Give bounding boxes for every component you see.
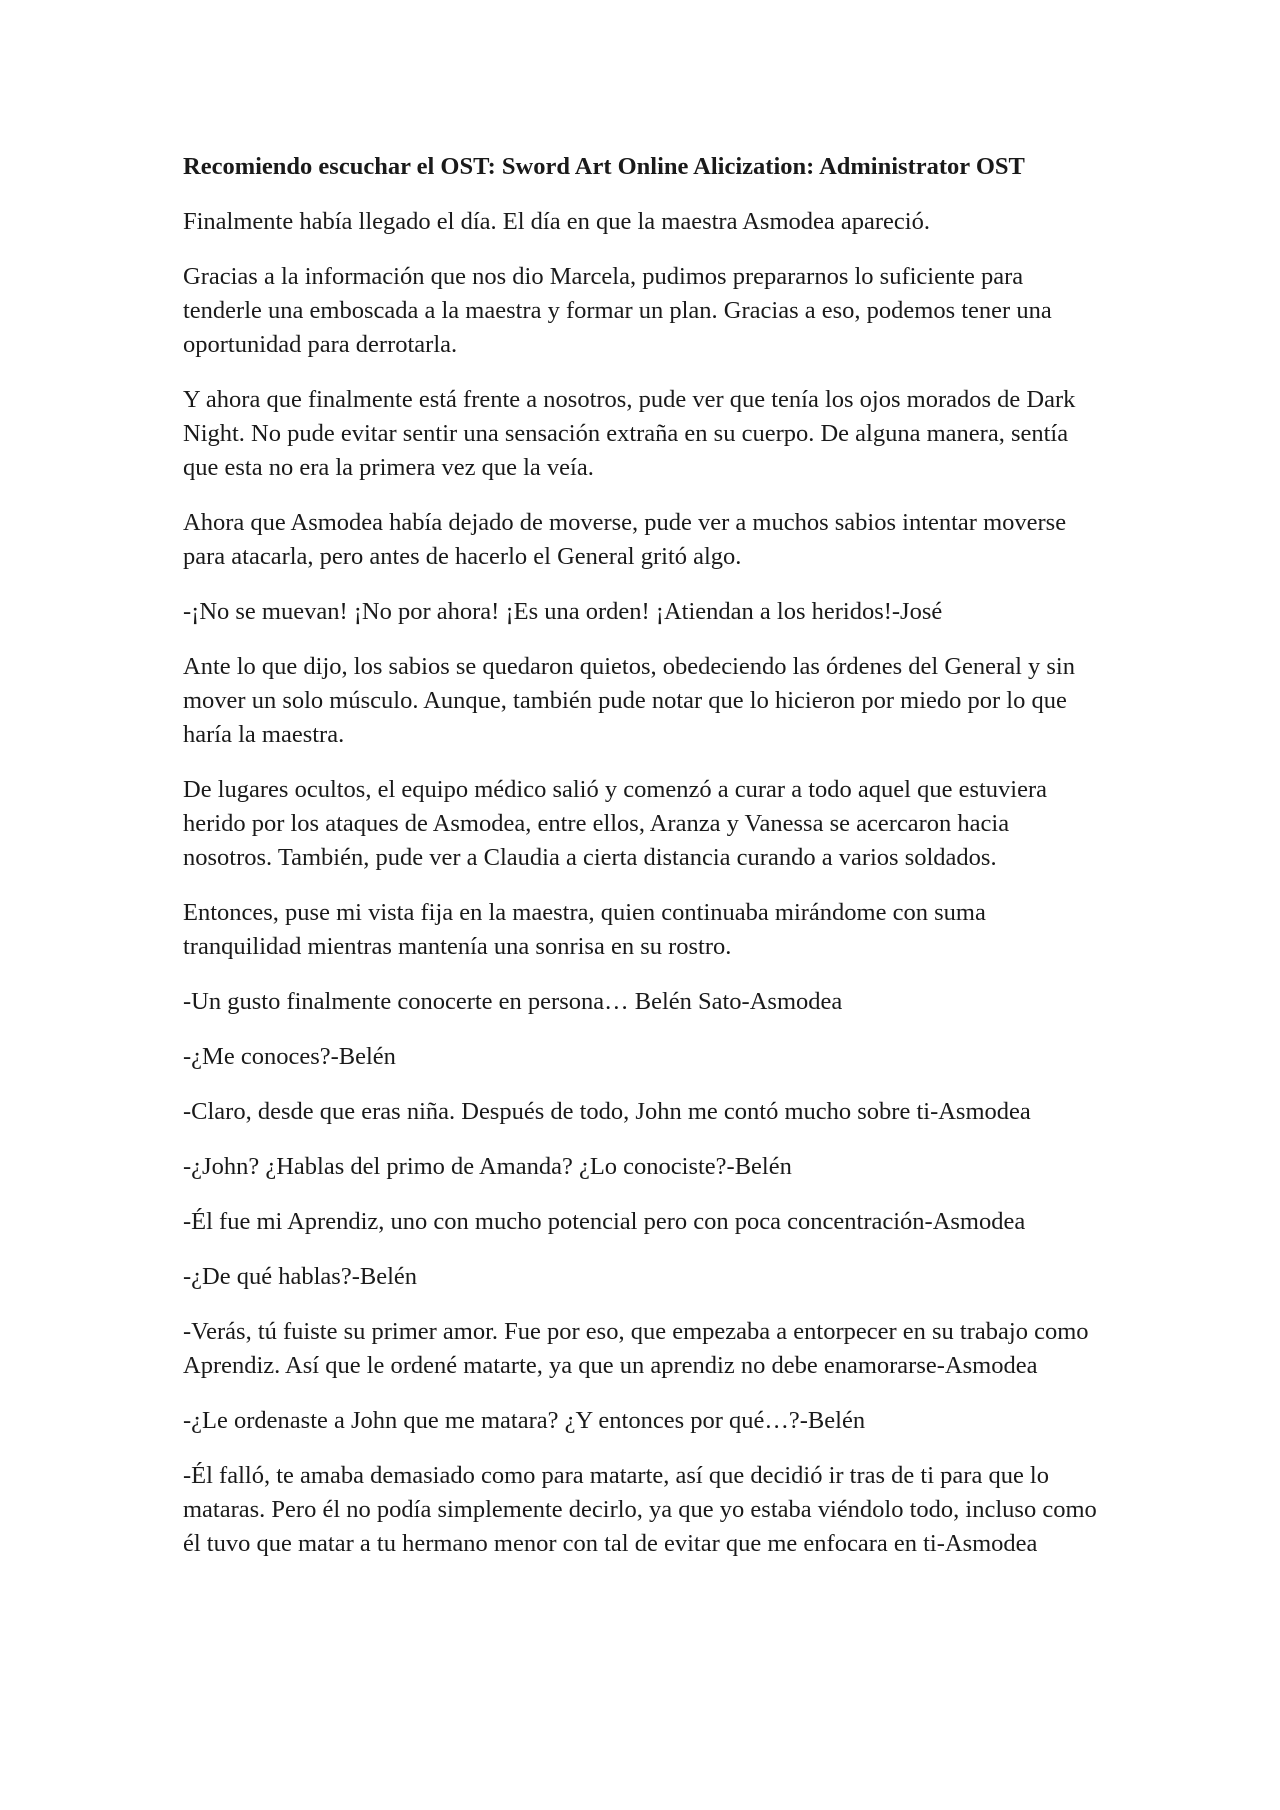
paragraph: Entonces, puse mi vista fija en la maestra, quien continuaba mirándome con suma tranquilidad mientras mantenía una sonrisa en su rostro. bbox=[183, 899, 986, 960]
paragraph: Y ahora que finalmente está frente a nosotros, pude ver que tenía los ojos morados de Dark Night. No pude evitar sentir una sensación extraña en su cuerpo. De alguna manera, sentía que esta no era la primera vez que la veía. bbox=[183, 386, 1076, 481]
document-page bbox=[183, 150, 1103, 1582]
dialogue-line: -Él falló, te amaba demasiado como para matarte, así que decidió ir tras de ti para que lo mataras. Pero él no podía simplemente decirlo, ya que yo estaba viéndolo todo, incluso como él tuvo que matar a tu hermano menor con tal de evitar que me enfocara en ti-Asmodea bbox=[183, 1462, 1097, 1557]
paragraph: Gracias a la información que nos dio Marcela, pudimos prepararnos lo suficiente para tenderle una emboscada a la maestra y formar un plan. Gracias a eso, podemos tener una oportunidad para derrotarla. bbox=[183, 263, 1052, 358]
dialogue-line: -¿Me conoces?-Belén bbox=[183, 1043, 396, 1070]
dialogue-line: -Él fue mi Aprendiz, uno con mucho potencial pero con poca concentración-Asmodea bbox=[183, 1208, 1026, 1235]
paragraph: De lugares ocultos, el equipo médico salió y comenzó a curar a todo aquel que estuviera herido por los ataques de Asmodea, entre ellos, Aranza y Vanessa se acercaron hacia nosotros. También, pude ver a Claudia a cierta distancia curando a varios soldados. bbox=[183, 776, 1047, 871]
dialogue-line: -¡No se muevan! ¡No por ahora! ¡Es una orden! ¡Atiendan a los heridos!-José bbox=[183, 598, 943, 625]
dialogue-line: -Un gusto finalmente conocerte en persona… Belén Sato-Asmodea bbox=[183, 988, 843, 1015]
dialogue-line: -¿De qué hablas?-Belén bbox=[183, 1263, 417, 1290]
paragraph: Ahora que Asmodea había dejado de moverse, pude ver a muchos sabios intentar moverse para atacarla, pero antes de hacerlo el General gritó algo. bbox=[183, 509, 1067, 570]
dialogue-line: -¿Le ordenaste a John que me matara? ¿Y entonces por qué…?-Belén bbox=[183, 1407, 866, 1434]
dialogue-line: -Verás, tú fuiste su primer amor. Fue por eso, que empezaba a entorpecer en su trabajo como Aprendiz. Así que le ordené matarte, ya que un aprendiz no debe enamorarse-Asmodea bbox=[183, 1318, 1089, 1379]
paragraph: Ante lo que dijo, los sabios se quedaron quietos, obedeciendo las órdenes del General y sin mover un solo músculo. Aunque, también pude notar que lo hicieron por miedo por lo que haría la maestra. bbox=[183, 653, 1075, 748]
dialogue-line: -¿John? ¿Hablas del primo de Amanda? ¿Lo conociste?-Belén bbox=[183, 1153, 792, 1180]
dialogue-line: -Claro, desde que eras niña. Después de todo, John me contó mucho sobre ti-Asmodea bbox=[183, 1098, 1031, 1125]
document-title: Recomiendo escuchar el OST: Sword Art Online Alicization: Administrator OST bbox=[183, 153, 1025, 180]
paragraph: Finalmente había llegado el día. El día en que la maestra Asmodea apareció. bbox=[183, 208, 930, 235]
